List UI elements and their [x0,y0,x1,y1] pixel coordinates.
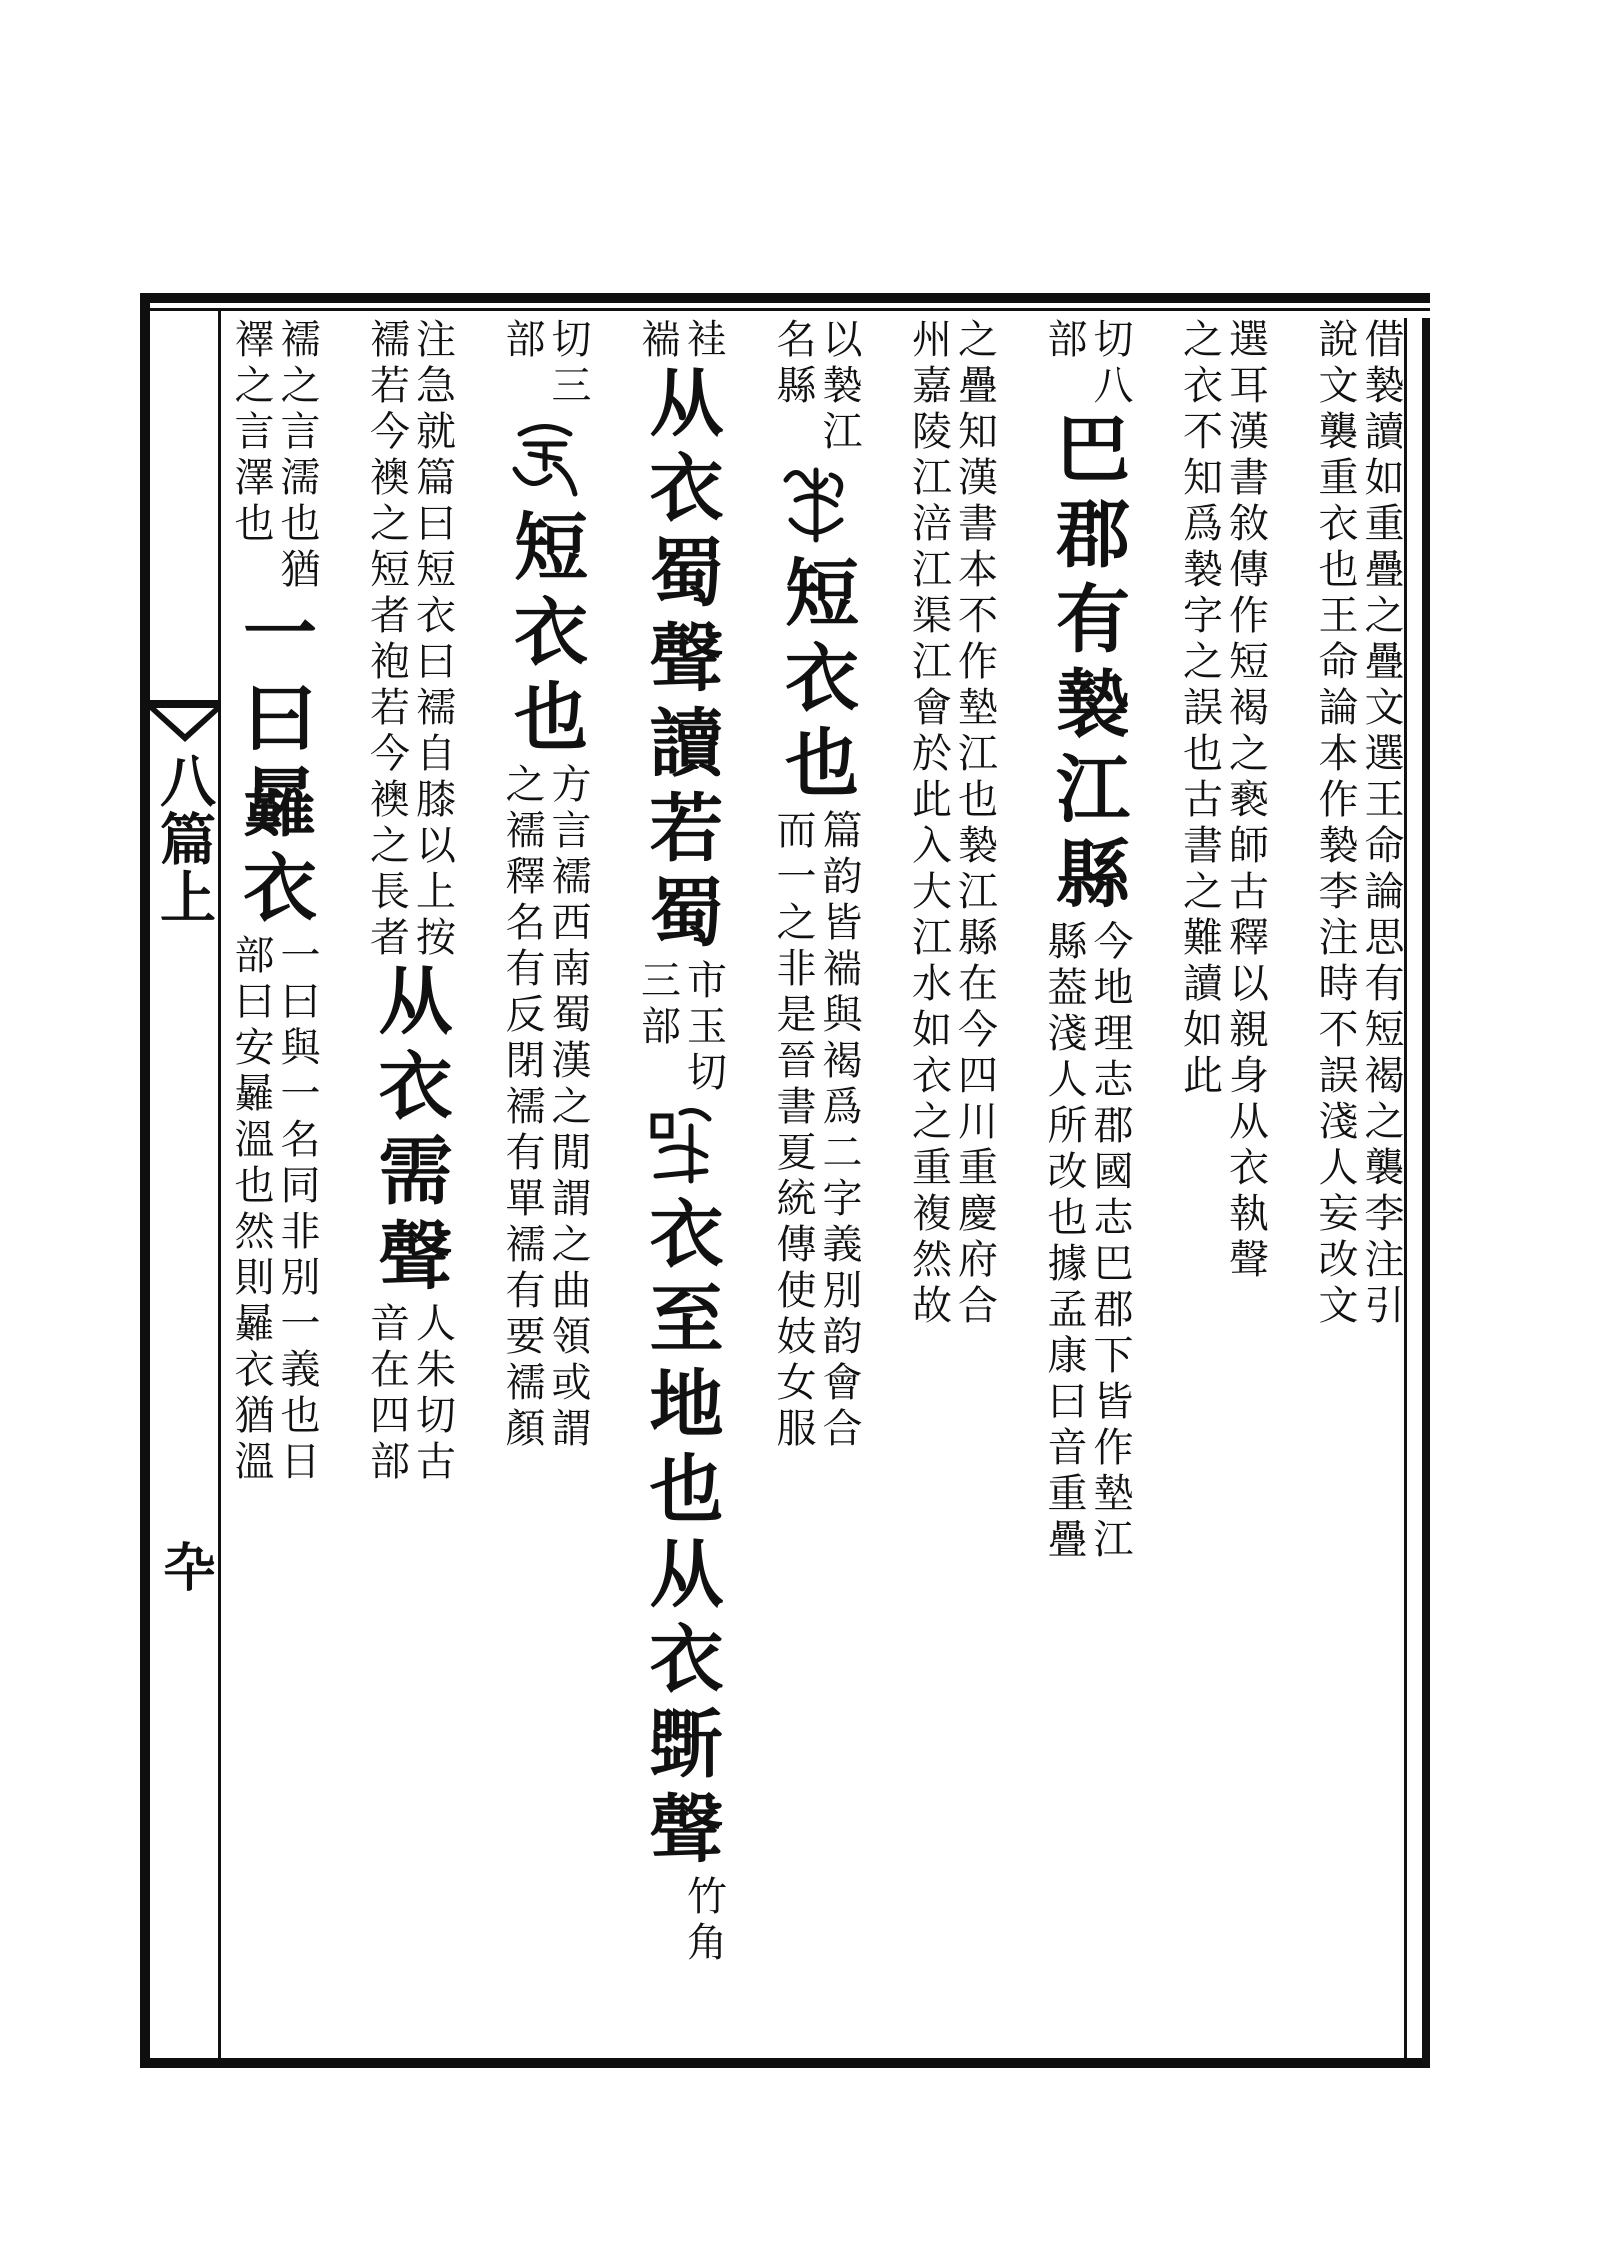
text-column-7 [499,318,591,2060]
note-line-right: 切 [1087,318,1133,364]
seal-script-glyph-icon [641,1101,721,1191]
note-line-right: 方言襦西南蜀漢之閒謂之曲領或謂 [545,763,591,1453]
seal-script-glyph-icon [776,460,856,550]
note-line-left: 州嘉陵江涪江渠江會於此入大江水如衣之重複然故 [905,318,952,1330]
note-fanqie: 三 [545,364,591,410]
note-line-right: 切 [545,318,591,364]
note-line-left: 音在四部 [363,1302,410,1486]
note-fanqie: 竹角 [680,1875,727,1967]
main-text: 短衣也 [773,554,859,809]
fish-tail-ornament [150,700,220,750]
gutter-title: 八篇上 [151,752,217,926]
note-line-left: 襗之言澤也 [228,318,274,548]
text-column-1 [1312,318,1404,2060]
note-line-right: 注急就篇曰短衣曰襦自膝以上按 [409,318,456,962]
note-line-right: 以褺江 [816,318,862,456]
note-line-left: 部 [1041,318,1087,364]
main-text: 巴郡有褺江縣 [1044,410,1130,920]
text-column-2 [1177,318,1269,2060]
text-column-8 [364,318,456,2060]
note-line-left: 說文襲重衣也王命論本作褺李注時不誤淺人妄改文 [1312,318,1358,1330]
note-line-right: 一曰與一名同非別一義也日 [274,934,320,1486]
note-fanqie: 八 [1087,364,1133,410]
main-text: 短衣也 [502,508,588,763]
note-line-right: 之疊知漢書本不作墊江也褺江縣在今四川重慶府合 [951,318,998,1330]
note-line-left: 褍 [634,318,681,364]
note-line-right: 選耳漢書敘傳作短褐之褻師古釋以親身从衣執聲 [1222,318,1269,1284]
frame-rule-right-outer [1422,318,1430,2068]
note-line-right: 篇韵皆褍與褐爲二字義別韵會合 [816,809,862,1453]
note-line-left: 部 [499,318,545,364]
text-column-5 [770,318,862,2060]
frame-inner-rule-top [150,308,1430,311]
note-line-left: 之襦釋名有反閉襦有單襦有要襦顏 [499,763,545,1453]
note-line-right: 市玉切 [680,959,727,1097]
note-line-left: 三部 [634,959,681,1051]
main-text-2: 衣至地也从衣斲聲 [637,1195,724,1875]
text-column-4 [906,318,998,2060]
note-line-right: 借褺讀如重疊之疊文選王命論思有短褐之襲李注引 [1358,318,1404,1330]
main-text: 从衣需聲 [366,962,453,1302]
text-column-9 [228,318,320,2060]
note-line-left: 而一之非是晉書夏統傳使妓女服 [770,809,816,1453]
note-fanqie: 猶 [274,548,320,594]
main-text: 一曰㬮衣 [231,594,317,934]
note-line-right: 袿 [680,318,727,364]
text-columns [228,318,1404,2060]
note-line-left: 部曰安㬮溫也然則㬮衣猶溫 [228,934,274,1486]
frame-rule-right-inner [1404,318,1407,2058]
text-column-6 [635,318,727,2060]
text-column-3 [1041,318,1133,2060]
note-line-right: 今地理志郡國志巴郡下皆作墊江 [1087,920,1133,1564]
gutter-rule [218,308,221,2058]
note-line-left: 之衣不知爲褺字之誤也古書之難讀如此 [1176,318,1223,1100]
note-line-left: 名縣 [770,318,816,410]
note-line-left: 縣葢淺人所改也據孟康曰音重疊 [1041,920,1087,1564]
seal-script-glyph-icon [505,414,585,504]
note-line-right: 人朱切古 [409,1302,456,1486]
gutter-folio: 卆 [154,1540,215,1592]
note-line-right: 襦之言濡也 [274,318,320,548]
note-line-left: 襦若今襖之短者袍若今襖之長者 [363,318,410,962]
main-text: 从衣蜀聲讀若蜀 [637,364,724,959]
